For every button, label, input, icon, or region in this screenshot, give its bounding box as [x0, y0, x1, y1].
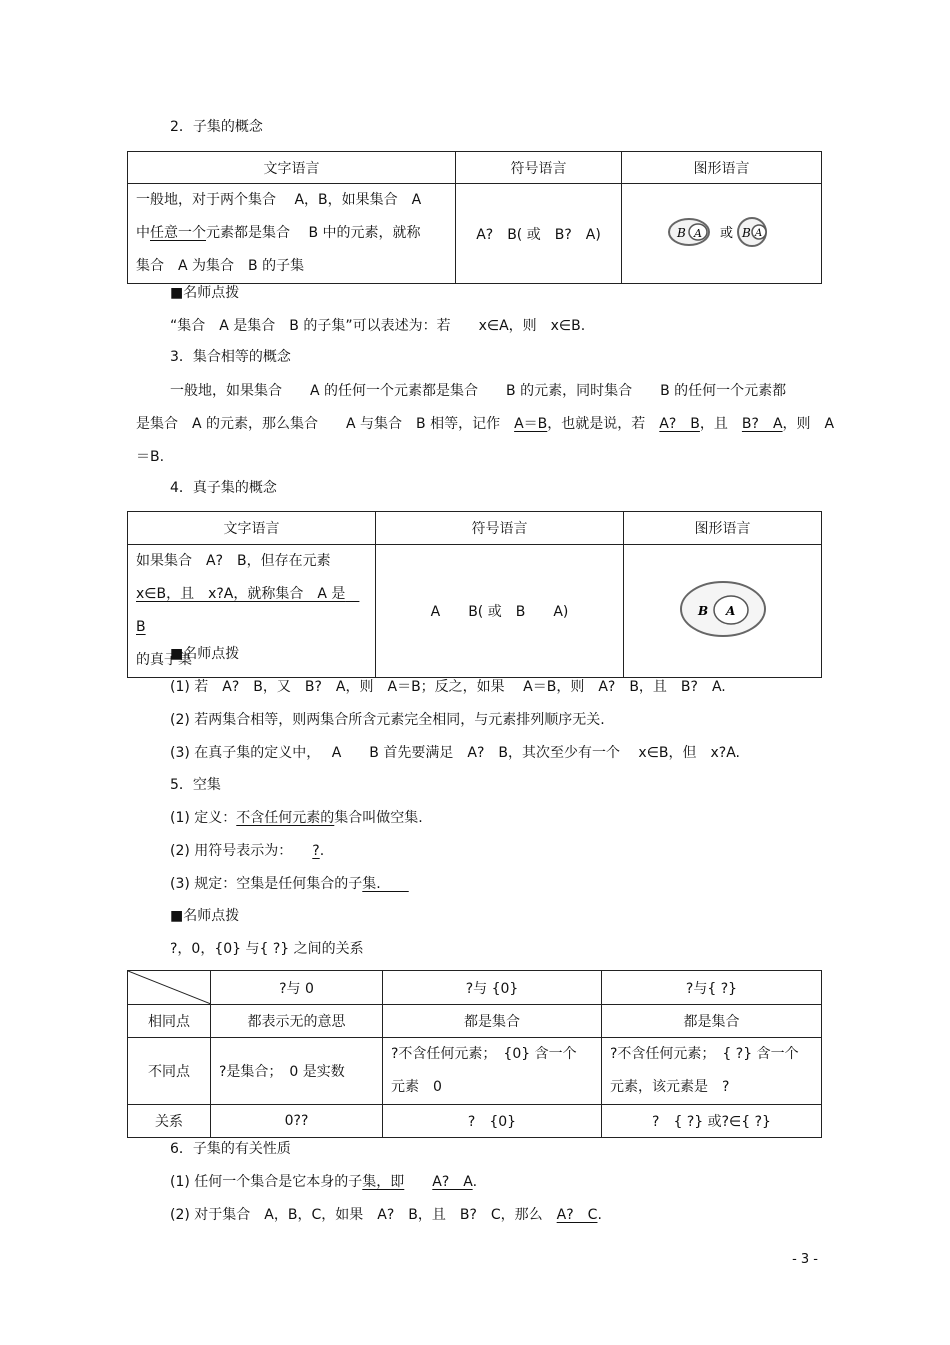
empty-set-definition: (1) 定义：不含任何元素的集合叫做空集. — [170, 810, 423, 826]
header-text-lang-2: 文字语言 — [128, 512, 376, 545]
cell-rel-2: ? {0} — [383, 1105, 602, 1138]
venn-label-a3: A — [725, 604, 735, 618]
subset-figure — [622, 184, 822, 284]
row-label-same: 相同点 — [128, 1005, 211, 1038]
header-text-lang: 文字语言 — [128, 152, 456, 184]
tip-title-2: ■名师点拨 — [170, 646, 240, 662]
empty-set-symbol: (2) 用符号表示为： ?. — [170, 843, 325, 859]
equality-para-line-1: 一般地，如果集合 A 的任何一个元素都是集合 B 的元素，同时集合 B 的任何一个元素都 — [170, 383, 787, 399]
proper-def-line-2: x∈B，且 x?A，就称集合 A 是 B — [136, 586, 360, 635]
equality-answer-1: A＝B — [514, 416, 548, 432]
subset-def-line-3: 集合 A 为集合 B 的子集 — [136, 258, 305, 274]
empty-set-answer-3: 集. — [362, 876, 409, 892]
proper-subset-symbol: A B( 或 B A) — [376, 545, 624, 678]
equality-answer-2: A? B — [659, 416, 700, 432]
property-answer-1a: 集，即 — [362, 1174, 405, 1190]
section-6-heading: 6．子集的有关性质 — [170, 1141, 291, 1157]
cell-diff-3: ?不含任何元素； { ?} 含一个 元素，该元素是 ? — [602, 1038, 822, 1105]
cell-same-2: 都是集合 — [383, 1005, 602, 1038]
equality-answer-3: B? A — [741, 416, 783, 432]
header-symbol-lang-2: 符号语言 — [376, 512, 624, 545]
venn-label-b3: B — [697, 604, 708, 618]
empty-set-rule: (3) 规定：空集是任何集合的子集. — [170, 876, 409, 892]
tip-item-3: (3) 在真子集的定义中， A B 首先要满足 A? B，其次至少有一个 x∈B，但 x?A. — [170, 745, 741, 761]
venn-or: 或 — [719, 225, 733, 241]
venn-label-a: A — [693, 226, 702, 240]
section-5-heading: 5．空集 — [170, 777, 221, 793]
venn-label-b: B — [676, 225, 686, 240]
diagonal-header-cell — [128, 971, 211, 1005]
subset-property-2: (2) 对于集合 A，B，C，如果 A? B，且 B? C，那么 A? C. — [170, 1207, 602, 1223]
property-answer-2: A? C — [556, 1207, 598, 1223]
tip-subset: “集合 A 是集合 B 的子集”可以表述为：若 x∈A，则 x∈B. — [170, 318, 586, 334]
col-header-2: ?与 {0} — [383, 971, 602, 1005]
proper-def-line-3: 的真子集 — [136, 652, 192, 668]
cell-rel-1: 0?? — [211, 1105, 383, 1138]
proper-subset-figure — [624, 545, 822, 678]
subset-definition — [128, 184, 456, 284]
subset-property-1: (1) 任何一个集合是它本身的子集，即 A? A. — [170, 1174, 478, 1190]
header-figure-lang: 图形语言 — [622, 152, 822, 184]
subset-def-line-1: 一般地，对于两个集合 A，B，如果集合 A — [136, 192, 422, 208]
equality-para-line-3: ＝B. — [136, 449, 165, 465]
empty-set-comparison-table — [127, 970, 822, 1138]
tip-item-1: (1) 若 A? B，又 B? A，则 A＝B；反之，如果 A＝B，则 A? B，且 B? A. — [170, 679, 726, 695]
cell-diff-1: ?是集合； 0 是实数 — [211, 1038, 383, 1105]
row-label-relation: 关系 — [128, 1105, 211, 1138]
underlined-phrase: 任意一个 — [150, 225, 206, 241]
empty-set-answer-1: 不含任何元素的 — [236, 810, 335, 826]
subset-venn-diagrams — [667, 214, 777, 250]
col-header-3: ?与{ ?} — [602, 971, 822, 1005]
property-answer-1b: A? A — [432, 1174, 473, 1190]
tip-title-1: ■名师点拨 — [170, 285, 240, 301]
subset-symbol: A? B( 或 B? A) — [456, 184, 622, 284]
cell-diff-2: ?不含任何元素； {0} 含一个 元素 0 — [383, 1038, 602, 1105]
tip-item-2: (2) 若两集合相等，则两集合所含元素完全相同，与元素排列顺序无关. — [170, 712, 605, 728]
page-number: - 3 - — [792, 1252, 818, 1267]
section-3-heading: 3．集合相等的概念 — [170, 349, 291, 365]
col-header-1: ?与 0 — [211, 971, 383, 1005]
venn-label-a2: A — [754, 227, 762, 239]
cell-same-3: 都是集合 — [602, 1005, 822, 1038]
subset-def-line-2: 中任意一个元素都是集合 B 中的元素，就称 — [136, 225, 421, 241]
tip-empty-set-relations: ?，0，{0} 与{ ?} 之间的关系 — [170, 941, 364, 957]
tip-title-3: ■名师点拨 — [170, 908, 240, 924]
subset-table — [127, 151, 822, 284]
venn-label-b2: B — [741, 225, 751, 240]
section-4-heading: 4．真子集的概念 — [170, 480, 277, 496]
proper-subset-definition — [128, 545, 376, 678]
equality-para-line-2: 是集合 A 的元素，那么集合 A 与集合 B 相等，记作 A＝B，也就是说，若 A? B，且 B? A，则 A — [136, 416, 835, 432]
cell-same-1: 都表示无的意思 — [211, 1005, 383, 1038]
section-2-heading: 2．子集的概念 — [170, 119, 263, 135]
proper-def-line-1: 如果集合 A? B，但存在元素 — [136, 553, 331, 569]
header-symbol-lang: 符号语言 — [456, 152, 622, 184]
header-figure-lang-2: 图形语言 — [624, 512, 822, 545]
diagonal-line — [128, 971, 211, 1004]
empty-set-answer-2: ? — [312, 843, 320, 859]
row-label-diff: 不同点 — [128, 1038, 211, 1105]
proper-subset-venn — [678, 579, 768, 639]
cell-rel-3: ? { ?} 或?∈{ ?} — [602, 1105, 822, 1138]
